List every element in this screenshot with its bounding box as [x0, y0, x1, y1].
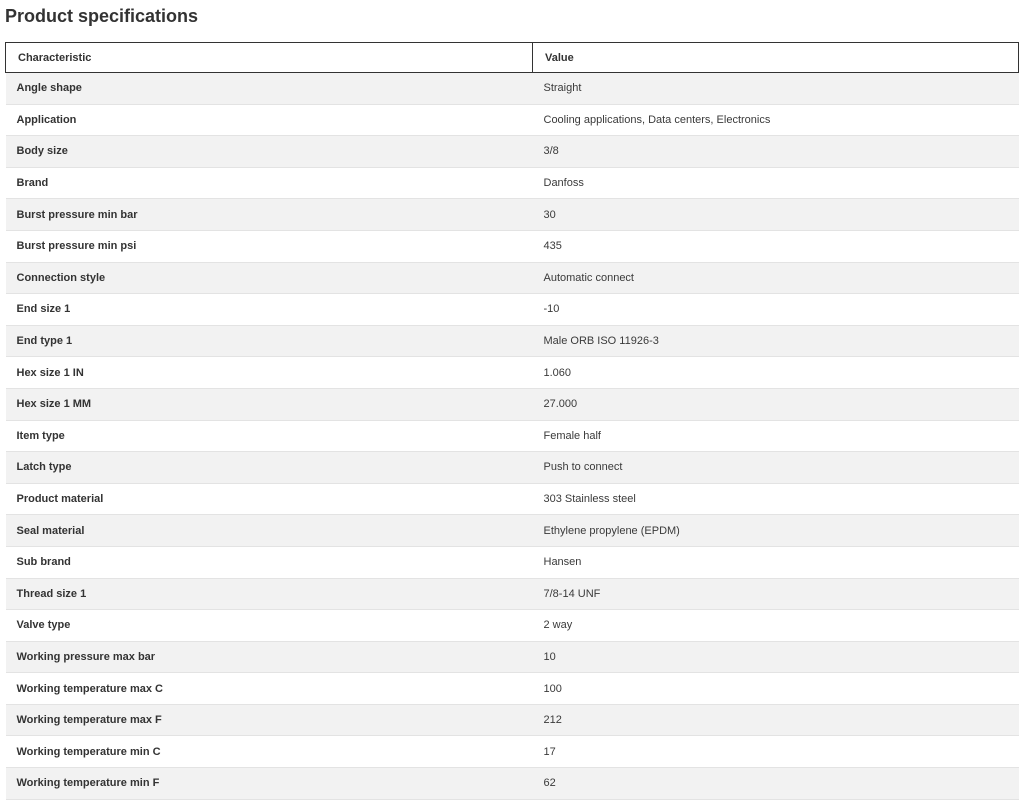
characteristic-cell: Burst pressure min psi — [6, 230, 533, 262]
table-row — [6, 704, 1019, 736]
page-title: Product specifications — [5, 6, 199, 26]
table-row — [6, 262, 1019, 294]
value-cell: 17 — [533, 736, 1019, 768]
table-row — [6, 136, 1019, 168]
value-cell: 3/8 — [533, 136, 1019, 168]
table-row — [6, 199, 1019, 231]
table-row — [6, 388, 1019, 420]
value-cell: 100 — [533, 673, 1019, 705]
value-cell: Danfoss — [533, 167, 1019, 199]
table-row — [6, 230, 1019, 262]
value-cell: Hansen — [533, 546, 1019, 578]
table-header-row — [6, 43, 1019, 73]
characteristic-cell: Working temperature max C — [6, 673, 533, 705]
table-row — [6, 73, 1019, 105]
table-body — [6, 73, 1019, 800]
characteristic-cell: Latch type — [6, 452, 533, 484]
value-cell: Automatic connect — [533, 262, 1019, 294]
table-row — [6, 546, 1019, 578]
characteristic-cell: Product material — [6, 483, 533, 515]
column-header-characteristic: Characteristic — [6, 43, 533, 73]
characteristic-cell: Working temperature min F — [6, 768, 533, 800]
specifications-table — [5, 42, 1019, 800]
table-row — [6, 578, 1019, 610]
column-header-value: Value — [533, 43, 1019, 73]
characteristic-cell: Working pressure max bar — [6, 641, 533, 673]
value-cell: Straight — [533, 73, 1019, 105]
table-row — [6, 483, 1019, 515]
value-cell: 1.060 — [533, 357, 1019, 389]
value-cell: Ethylene propylene (EPDM) — [533, 515, 1019, 547]
value-cell: 435 — [533, 230, 1019, 262]
table-row — [6, 294, 1019, 326]
value-cell: Female half — [533, 420, 1019, 452]
characteristic-cell: Brand — [6, 167, 533, 199]
characteristic-cell: Hex size 1 IN — [6, 357, 533, 389]
value-cell: -10 — [533, 294, 1019, 326]
table-row — [6, 104, 1019, 136]
value-cell: 10 — [533, 641, 1019, 673]
characteristic-cell: Body size — [6, 136, 533, 168]
value-cell: 212 — [533, 704, 1019, 736]
table-row — [6, 167, 1019, 199]
characteristic-cell: Valve type — [6, 610, 533, 642]
characteristic-cell: Item type — [6, 420, 533, 452]
characteristic-cell: Sub brand — [6, 546, 533, 578]
value-cell: Cooling applications, Data centers, Electronics — [533, 104, 1019, 136]
value-cell: Male ORB ISO 11926-3 — [533, 325, 1019, 357]
value-cell: 303 Stainless steel — [533, 483, 1019, 515]
characteristic-cell: Angle shape — [6, 73, 533, 105]
value-cell: 27.000 — [533, 388, 1019, 420]
value-cell: 7/8-14 UNF — [533, 578, 1019, 610]
table-row — [6, 673, 1019, 705]
value-cell: Push to connect — [533, 452, 1019, 484]
value-cell: 30 — [533, 199, 1019, 231]
characteristic-cell: End type 1 — [6, 325, 533, 357]
value-cell: 62 — [533, 768, 1019, 800]
characteristic-cell: End size 1 — [6, 294, 533, 326]
table-row — [6, 641, 1019, 673]
characteristic-cell: Working temperature max F — [6, 704, 533, 736]
characteristic-cell: Thread size 1 — [6, 578, 533, 610]
characteristic-cell: Hex size 1 MM — [6, 388, 533, 420]
table-row — [6, 736, 1019, 768]
table-row — [6, 420, 1019, 452]
characteristic-cell: Working temperature min C — [6, 736, 533, 768]
table-row — [6, 515, 1019, 547]
table-row — [6, 452, 1019, 484]
characteristic-cell: Application — [6, 104, 533, 136]
table-row — [6, 768, 1019, 800]
characteristic-cell: Burst pressure min bar — [6, 199, 533, 231]
table-row — [6, 325, 1019, 357]
table-row — [6, 357, 1019, 389]
characteristic-cell: Seal material — [6, 515, 533, 547]
value-cell: 2 way — [533, 610, 1019, 642]
table-row — [6, 610, 1019, 642]
characteristic-cell: Connection style — [6, 262, 533, 294]
